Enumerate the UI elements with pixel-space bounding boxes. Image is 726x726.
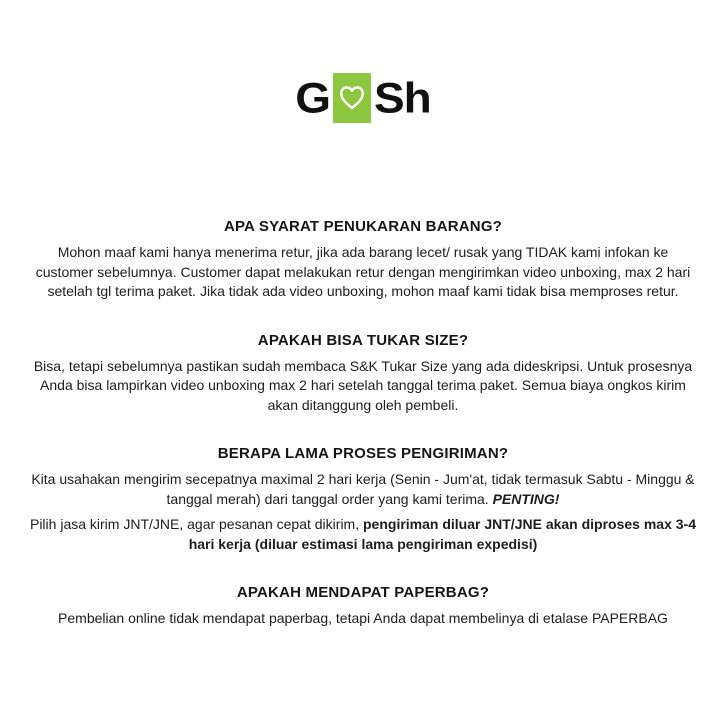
faq-paragraph: Pilih jasa kirim JNT/JNE, agar pesanan cepat dikirim, pengiriman diluar JNT/JNE akan diproses max 3-4 hari kerja (diluar estimasi lama pengiriman expedisi): [29, 516, 696, 552]
faq-section-proses-pengiriman: [0, 445, 726, 554]
faq-paragraph: Pembelian online tidak mendapat paperbag, tetapi Anda dapat membelinya di etalase PAPERBAG: [58, 610, 668, 626]
faq-content: [0, 218, 726, 629]
faq-heading: APAKAH BISA TUKAR SIZE?: [257, 331, 469, 349]
faq-paragraph: Mohon maaf kami hanya menerima retur, jika ada barang lecet/ rusak yang TIDAK kami infokan ke customer sebelumnya. Customer dapat melakukan retur dengan mengirimkan video unboxing, max 2 hari setelah tgl terima paket. Jika tidak ada video unboxing, mohon maaf kami tidak bisa memproses retur.: [35, 244, 691, 299]
faq-heading: APA SYARAT PENUKARAN BARANG?: [223, 218, 503, 235]
brand-logo: [0, 0, 726, 124]
faq-section-paperbag: [0, 584, 726, 629]
faq-section-penukaran-barang: [0, 218, 726, 302]
faq-heading: APAKAH MENDAPAT PAPERBAG?: [236, 584, 490, 601]
faq-paragraph: Bisa, tetapi sebelumnya pastikan sudah membaca S&K Tukar Size yang ada dideskripsi. Untuk prosesnya Anda bisa lampirkan video unboxing max 2 hari setelah tanggal terima paket. Semua biaya ongkos kirim akan ditanggung oleh pembeli.: [33, 357, 693, 413]
logo-text-sh: Sh: [374, 74, 431, 122]
logo-heart-box: [333, 73, 371, 123]
faq-section-tukar-size: [0, 332, 726, 416]
faq-paragraph: Kita usahakan mengirim secepatnya maximal 2 hari kerja (Senin - Jum'at, tidak termasuk Sabtu - Minggu & tanggal merah) dari tanggal order yang kami terima. PENTING!: [31, 471, 695, 507]
logo-text-g: G: [295, 74, 330, 122]
faq-heading: BERAPA LAMA PROSES PENGIRIMAN?: [217, 445, 509, 462]
heart-icon: [337, 83, 367, 113]
